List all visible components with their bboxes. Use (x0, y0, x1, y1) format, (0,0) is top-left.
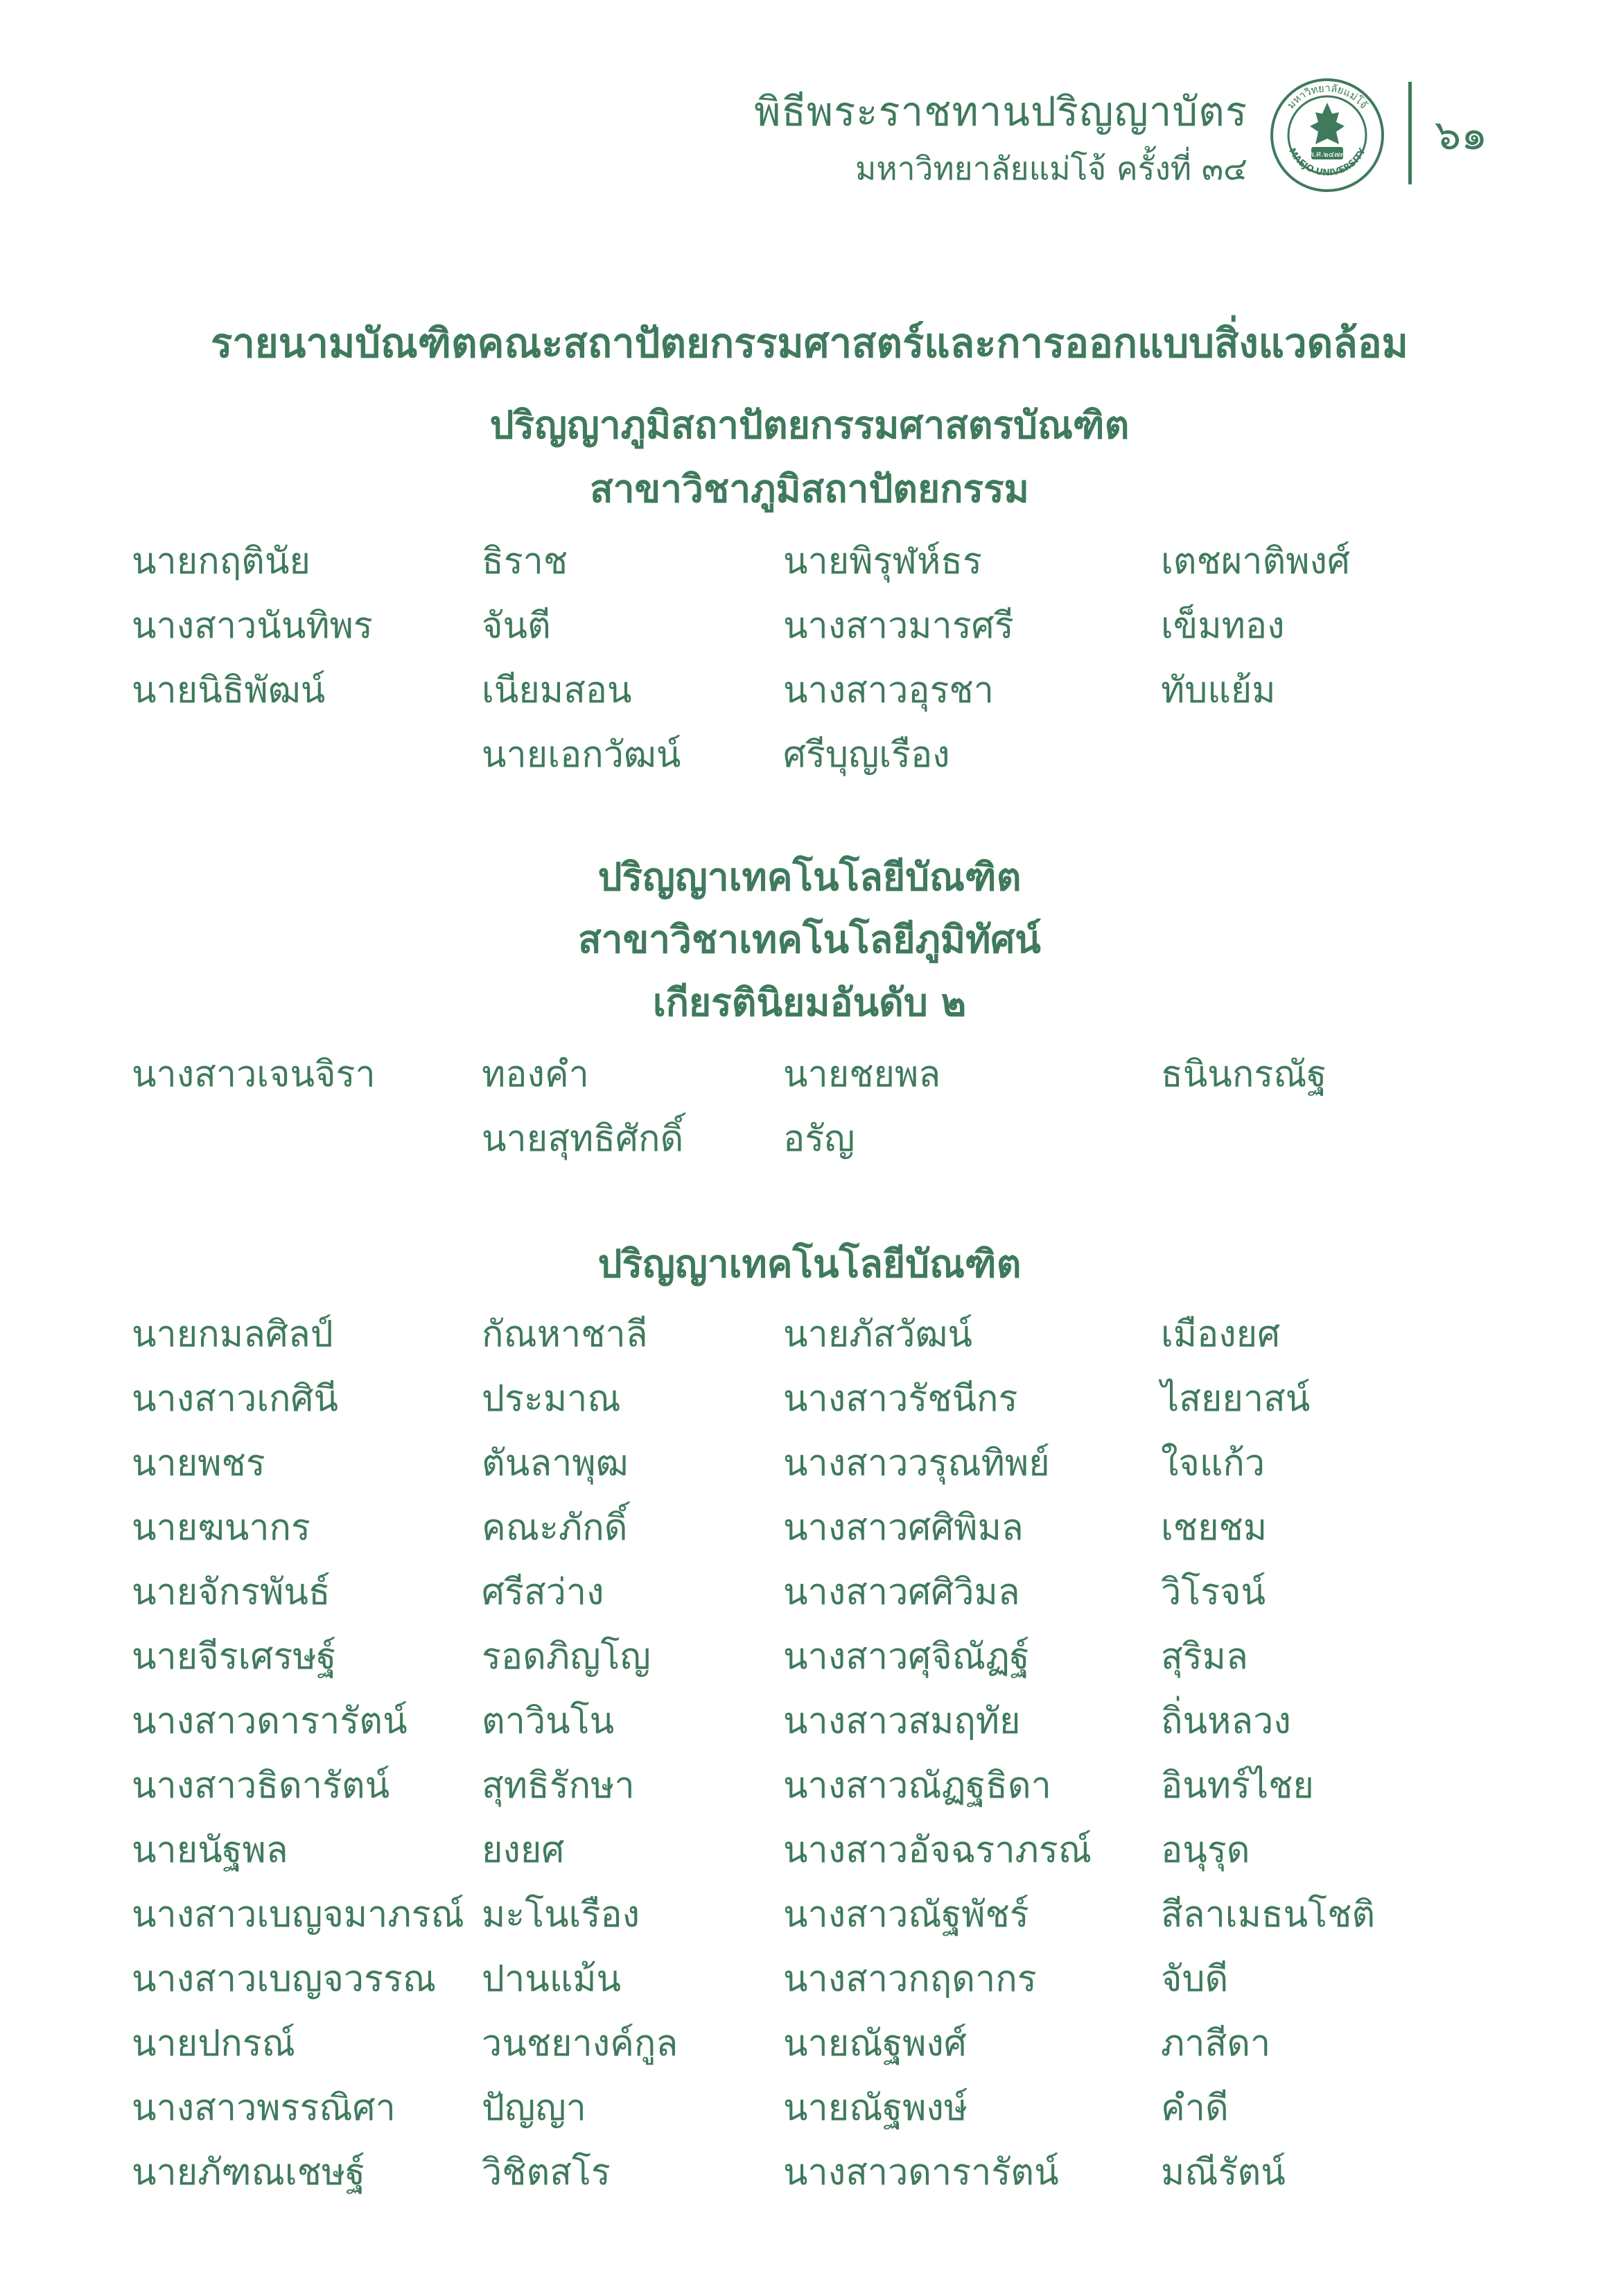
graduate-first-name: นางสาวดารารัตน์ (783, 2152, 1059, 2193)
graduate-first-name: นางสาวธิดารัตน์ (132, 1765, 390, 1807)
graduate-surname: วนชยางค์กูล (482, 2023, 679, 2064)
graduate-first-name: นายพชร (132, 1443, 265, 1484)
graduate-surname: อินทร์ไชย (1161, 1765, 1314, 1807)
graduate-first-name: นางสาวเบญจวรรณ (132, 1958, 437, 2000)
graduate-first-name: นางสาวกฤดากร (783, 1958, 1037, 2000)
graduate-surname: ภาสีดา (1161, 2023, 1271, 2064)
graduate-first-name: นายนิธิพัฒน์ (132, 670, 326, 711)
graduate-surname: ธิราช (482, 541, 568, 582)
graduate-first-name: นางสาวศุจิณัฏฐ์ (783, 1636, 1030, 1678)
graduate-first-name: นางสาวศศิพิมล (783, 1507, 1024, 1549)
graduate-surname: ศรีสว่าง (482, 1572, 604, 1613)
graduate-first-name: นางสาวอุรชา (783, 670, 994, 711)
name-row (0, 2016, 1619, 2080)
name-row (0, 1111, 1619, 1176)
graduate-surname: วิชิตสโร (482, 2152, 611, 2193)
graduate-first-name: อรัญ (783, 1118, 855, 1160)
graduate-surname: ไสยยาสน์ (1161, 1378, 1311, 1420)
graduate-first-name: นายณัฐพงศ์ (783, 2023, 967, 2064)
graduate-first-name: นางสาวเกศินี (132, 1378, 339, 1420)
graduate-surname: เนียมสอน (482, 670, 632, 711)
graduate-surname: สุริมล (1161, 1636, 1248, 1678)
graduate-first-name: นางสาวอัจฉราภรณ์ (783, 1829, 1092, 1871)
graduate-first-name: นางสาวสมฤทัย (783, 1701, 1021, 1742)
graduate-first-name: นางสาวดารารัตน์ (132, 1701, 408, 1742)
graduate-surname: ทับแย้ม (1161, 670, 1276, 711)
name-row (0, 663, 1619, 727)
header-title: พิธีพระราชทานปริญญาบัตร (754, 88, 1248, 135)
name-row (0, 598, 1619, 663)
graduate-first-name: นายภัฑณเชษฐ์ (132, 2152, 365, 2193)
graduate-first-name: นางสาวณัฏฐธิดา (783, 1765, 1051, 1807)
graduate-first-name: นายฆนากร (132, 1507, 310, 1549)
section-2-degree: ปริญญาเทคโนโลยีบัณฑิต (597, 855, 1022, 899)
graduate-first-name: นางสาวรัชนีกร (783, 1378, 1018, 1420)
graduate-first-name: ศรีบุญเรือง (783, 734, 950, 776)
name-row (0, 1047, 1619, 1111)
name-row (0, 1823, 1619, 1887)
main-title: รายนามบัณฑิตคณะสถาปัตยกรรมศาสตร์และการออกแบบสิ่งแวดล้อม (211, 320, 1408, 367)
graduate-surname: มณีรัตน์ (1161, 2152, 1286, 2193)
graduate-surname: ธนินกรณัฐ (1161, 1054, 1327, 1095)
section-1-name-list (0, 534, 1619, 792)
graduate-surname: ยงยศ (482, 1829, 565, 1871)
name-row (0, 1758, 1619, 1823)
graduate-surname: ใจแก้ว (1161, 1443, 1266, 1484)
graduate-first-name: นายจักรพันธ์ (132, 1572, 331, 1613)
graduate-first-name: นายภัสวัฒน์ (783, 1314, 972, 1355)
seal-text-top: มหาวิทยาลัยแม่โจ้ (1284, 81, 1370, 112)
graduate-surname: เชยชม (1161, 1507, 1268, 1549)
name-row (0, 2080, 1619, 2145)
name-row (0, 1694, 1619, 1758)
name-row (0, 1371, 1619, 1436)
graduate-surname: ประมาณ (482, 1378, 621, 1420)
name-row (0, 1307, 1619, 1371)
header-subtitle: มหาวิทยาลัยแม่โจ้ ครั้งที่ ๓๔ (855, 150, 1248, 187)
graduate-surname: เตชผาติพงศ์ (1161, 541, 1350, 582)
graduate-first-name: นายกฤตินัย (132, 541, 310, 582)
name-row (0, 1436, 1619, 1500)
graduate-first-name: นายกมลศิลป์ (132, 1314, 333, 1355)
header-divider (1408, 82, 1412, 184)
graduate-surname: มะโนเรือง (482, 1894, 640, 1936)
section-2-name-list (0, 1047, 1619, 1176)
graduate-surname: คำดี (1161, 2087, 1229, 2129)
name-row (0, 1951, 1619, 2016)
graduate-surname: อนุรุด (1161, 1829, 1250, 1871)
graduate-first-name: นายณัฐพงษ์ (783, 2087, 968, 2129)
name-row (0, 727, 1619, 792)
graduate-surname: ตันลาพุฒ (482, 1443, 629, 1484)
graduate-surname: จันตี (482, 605, 551, 647)
graduate-surname: เมืองยศ (1161, 1314, 1281, 1355)
section-3-degree: ปริญญาเทคโนโลยีบัณฑิต (597, 1242, 1022, 1286)
graduate-first-name: นางสาวเบญจมาภรณ์ (132, 1894, 464, 1936)
graduate-first-name: นางสาวณัฐพัชร์ (783, 1894, 1029, 1936)
graduate-surname: นายสุทธิศักดิ์ (482, 1118, 684, 1160)
graduate-surname: ทองคำ (482, 1054, 589, 1095)
graduate-first-name: นายปกรณ์ (132, 2023, 295, 2064)
graduate-first-name: นายพิรุฬห์ธร (783, 541, 982, 582)
seal-year: พ.ศ.๒๔๗๗ (1309, 150, 1346, 159)
graduate-first-name: นางสาวเจนจิรา (132, 1054, 376, 1095)
graduate-surname: นายเอกวัฒน์ (482, 734, 681, 776)
graduate-surname: สุทธิรักษา (482, 1765, 635, 1807)
graduate-first-name: นางสาวนันทิพร (132, 605, 373, 647)
name-row (0, 1887, 1619, 1951)
seal-text-bottom: MAEJO UNIVERSITY (1286, 146, 1368, 179)
section-2-major: สาขาวิชาเทคโนโลยีภูมิทัศน์ (578, 917, 1041, 962)
graduate-surname: ตาวินโน (482, 1701, 615, 1742)
graduate-surname: คณะภักดิ์ (482, 1507, 628, 1549)
graduate-surname: กัณหาชาลี (482, 1314, 648, 1355)
graduate-surname: ถิ่นหลวง (1161, 1701, 1291, 1742)
name-row (0, 1500, 1619, 1565)
section-3-name-list (0, 1307, 1619, 2209)
name-row (0, 534, 1619, 598)
name-row (0, 1629, 1619, 1694)
section-1-major: สาขาวิชาภูมิสถาปัตยกรรม (590, 467, 1029, 511)
graduate-surname: ปานแม้น (482, 1958, 622, 2000)
graduate-first-name: นางสาวศศิวิมล (783, 1572, 1020, 1613)
section-2-honor: เกียรตินิยมอันดับ ๒ (652, 980, 967, 1025)
graduate-surname: รอดภิญโญ (482, 1636, 651, 1678)
graduate-first-name: นางสาววรุณทิพย์ (783, 1443, 1050, 1484)
section-1-degree: ปริญญาภูมิสถาปัตยกรรมศาสตรบัณฑิต (489, 403, 1130, 447)
graduate-first-name: นายชยพล (783, 1054, 941, 1095)
page-number: ๖๑ (1435, 111, 1488, 159)
graduate-first-name: นางสาวมารศรี (783, 605, 1014, 647)
graduate-surname: สีลาเมธนโชติ (1161, 1894, 1376, 1936)
graduate-surname: จับดี (1161, 1958, 1229, 2000)
name-row (0, 2145, 1619, 2209)
graduate-first-name: นางสาวพรรณิศา (132, 2087, 396, 2129)
graduate-first-name: นายจีรเศรษฐ์ (132, 1636, 337, 1678)
university-seal-logo (1270, 78, 1385, 193)
graduate-surname: วิโรจน์ (1161, 1572, 1266, 1613)
name-row (0, 1565, 1619, 1629)
graduate-surname: ปัญญา (482, 2087, 586, 2129)
graduate-first-name: นายนัฐพล (132, 1829, 288, 1871)
graduate-surname: เข็มทอง (1161, 605, 1285, 647)
